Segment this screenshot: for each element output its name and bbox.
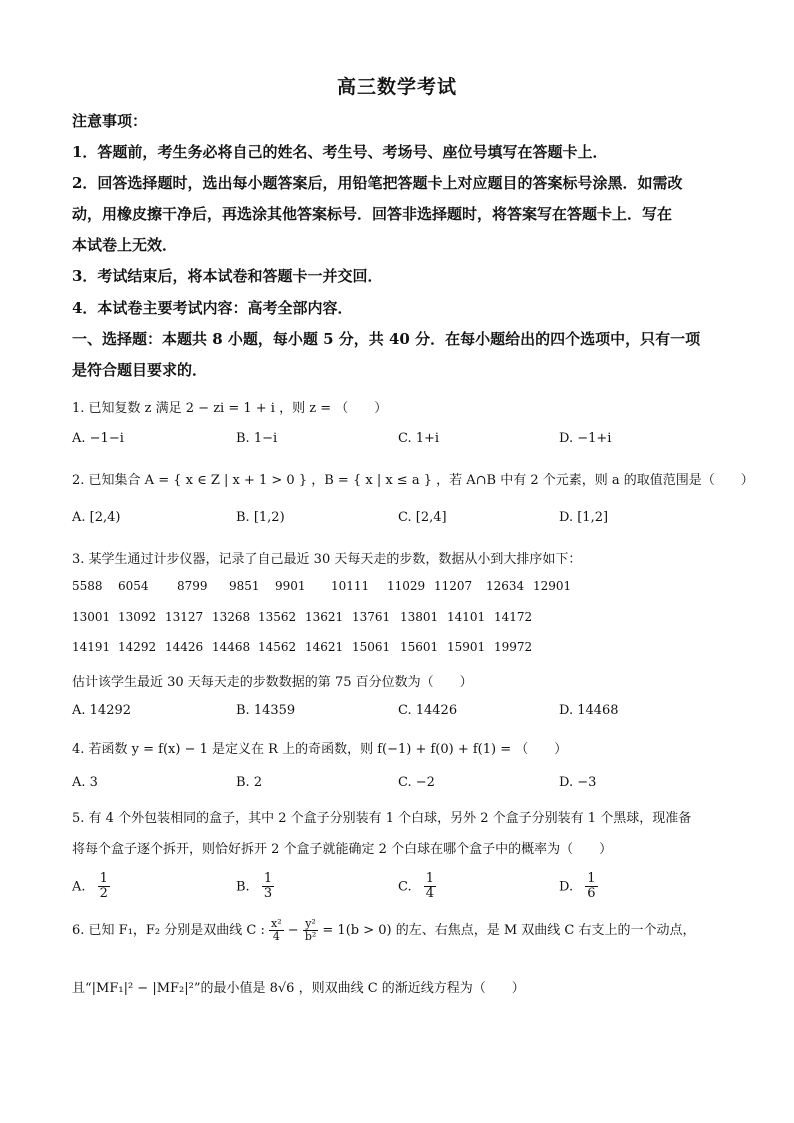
data-value: 9901	[275, 579, 306, 593]
notice-item-2-line-3: 本试卷上无效．	[72, 236, 178, 254]
q4-option-c: C. −2	[398, 775, 435, 790]
data-value: 15601	[400, 640, 439, 654]
q1-option-a: A. −1−i	[72, 431, 124, 446]
numerator: 1	[425, 871, 435, 886]
notice-item-1: 1．答题前，考生务必将自己的姓名、考生号、考场号、座位号填写在答题卡上．	[72, 143, 608, 161]
q5-option-c	[398, 872, 436, 902]
data-value: 12901	[533, 579, 572, 593]
data-value: 9851	[229, 579, 260, 593]
numerator: x²	[271, 917, 282, 930]
denominator: 4	[272, 930, 280, 944]
q2-option-a: A. [2,4)	[72, 510, 121, 525]
data-value: 13562	[258, 610, 297, 624]
option-letter: A.	[72, 879, 86, 895]
notice-item-2-line-2: 动，用橡皮擦干净后，再选涂其他答案标号．回答非选择题时，将答案写在答题卡上．写在	[72, 205, 673, 223]
denominator: b²	[304, 930, 317, 944]
question-3-text: 3. 某学生通过计步仪器，记录了自己最近 30 天每天走的步数，数据从小到大排序如下：	[72, 552, 582, 567]
data-value: 13127	[165, 610, 204, 624]
data-value: 13621	[305, 610, 344, 624]
q1-option-b: B. 1−i	[236, 431, 278, 446]
notice-item-2-line-1: 2．回答选择题时，选出每小题答案后，用铅笔把答题卡上对应题目的答案标号涂黑．如需改	[72, 174, 683, 192]
q4-option-a: A. 3	[72, 775, 98, 790]
q3-option-c: C. 14426	[398, 703, 458, 718]
denominator: 3	[263, 886, 273, 902]
data-value: 13761	[352, 610, 391, 624]
data-value: 14101	[447, 610, 486, 624]
q1-option-c: C. 1+i	[398, 431, 440, 446]
option-letter: B.	[236, 879, 250, 895]
question-4-options	[72, 775, 732, 797]
option-letter: C.	[398, 879, 412, 895]
q3-option-b: B. 14359	[236, 703, 296, 718]
fraction	[98, 872, 110, 902]
data-value: 5588	[72, 579, 103, 593]
q1-option-d: D. −1+i	[559, 431, 612, 446]
question-6-line-2: 且“|MF₁|² − |MF₂|²”的最小值是 8√6 ，则双曲线 C 的渐近线方程为（ ）	[72, 981, 525, 996]
data-row-1	[72, 579, 732, 597]
data-value: 14468	[212, 640, 251, 654]
q2-option-c: C. [2,4]	[398, 510, 447, 525]
question-3-options	[72, 703, 732, 725]
minus-sign: −	[287, 923, 299, 939]
data-value: 19972	[494, 640, 533, 654]
data-value: 13801	[400, 610, 439, 624]
question-5-options	[72, 862, 732, 902]
data-row-3	[72, 640, 732, 658]
data-value: 15901	[447, 640, 486, 654]
question-5-line-1: 5. 有 4 个外包装相同的盒子，其中 2 个盒子分别装有 1 个白球，另外 2 个盒子分别装有 1 个黑球，现准备	[72, 811, 692, 826]
data-value: 13092	[118, 610, 157, 624]
data-value: 11029	[387, 579, 426, 593]
q2-option-d: D. [1,2]	[559, 510, 609, 525]
q5-option-a	[72, 872, 110, 902]
data-value: 14292	[118, 640, 157, 654]
data-value: 15061	[352, 640, 391, 654]
numerator: 1	[99, 871, 108, 886]
fraction	[585, 872, 597, 902]
data-value: 14191	[72, 640, 111, 654]
question-2-text: 2. 已知集合 A = { x ∈ Z | x + 1 > 0 } ，B = { x | x ≤ a } ，若 A∩B 中有 2 个元素，则 a 的取值范围是（ ）	[72, 473, 754, 488]
data-value: 13001	[72, 610, 111, 624]
data-value: 14172	[494, 610, 533, 624]
data-value: 8799	[177, 579, 208, 593]
question-2-options	[72, 510, 732, 532]
data-value: 14621	[305, 640, 344, 654]
data-row-2	[72, 610, 732, 628]
q3-option-d: D. 14468	[559, 703, 619, 718]
q3-option-a: A. 14292	[72, 703, 132, 718]
data-value: 13268	[212, 610, 251, 624]
question-6-line-1	[72, 918, 696, 943]
q4-option-b: B. 2	[236, 775, 263, 790]
q2-option-b: B. [1,2)	[236, 510, 285, 525]
data-value: 6054	[118, 579, 149, 593]
question-4-text: 4. 若函数 y = f(x) − 1 是定义在 R 上的奇函数，则 f(−1) + f(0) + f(1) = （ ）	[72, 742, 568, 757]
denominator: 2	[99, 886, 108, 902]
data-value: 14562	[258, 640, 297, 654]
data-value: 14426	[165, 640, 204, 654]
q4-option-d: D. −3	[559, 775, 597, 790]
section-heading-line-2: 是符合题目要求的．	[72, 361, 208, 379]
notice-item-3: 3．考试结束后，将本试卷和答题卡一并交回．	[72, 267, 383, 285]
q5-option-b	[236, 872, 274, 902]
numerator: 1	[263, 871, 273, 886]
question-5-line-2: 将每个盒子逐个拆开，则恰好拆开 2 个盒子就能确定 2 个白球在哪个盒子中的概率为（ ）	[72, 842, 613, 857]
notice-item-4: 4．本试卷主要考试内容：高考全部内容．	[72, 299, 353, 317]
section-heading-line-1: 一、选择题：本题共 8 小题，每小题 5 分，共 40 分．在每小题给出的四个选项中，只有一项	[72, 330, 701, 348]
denominator: 4	[425, 886, 435, 902]
numerator: y²	[303, 918, 318, 931]
numerator: 1	[587, 871, 596, 886]
fraction-y	[303, 918, 318, 943]
question-6-prefix: 6. 已知 F₁，F₂ 分别是双曲线 C :	[72, 923, 265, 939]
option-letter: D.	[559, 879, 574, 895]
data-value: 11207	[434, 579, 473, 593]
denominator: 6	[587, 886, 596, 902]
data-value: 12634	[486, 579, 525, 593]
question-6-suffix: = 1(b > 0) 的左、右焦点，是 M 双曲线 C 右支上的一个动点，	[322, 923, 696, 939]
fraction-x	[269, 918, 284, 943]
data-value: 10111	[331, 579, 370, 593]
page-title: 高三数学考试	[336, 76, 457, 98]
question-1-text: 1. 已知复数 z 满足 2 − zi = 1 + i ，则 z = （ ）	[72, 401, 388, 416]
fraction	[424, 872, 436, 902]
question-3-ask: 估计该学生最近 30 天每天走的步数数据的第 75 百分位数为（ ）	[72, 675, 473, 690]
question-1-options	[72, 431, 732, 453]
notice-heading: 注意事项：	[72, 112, 148, 130]
q5-option-d	[559, 872, 598, 902]
fraction	[262, 872, 274, 902]
